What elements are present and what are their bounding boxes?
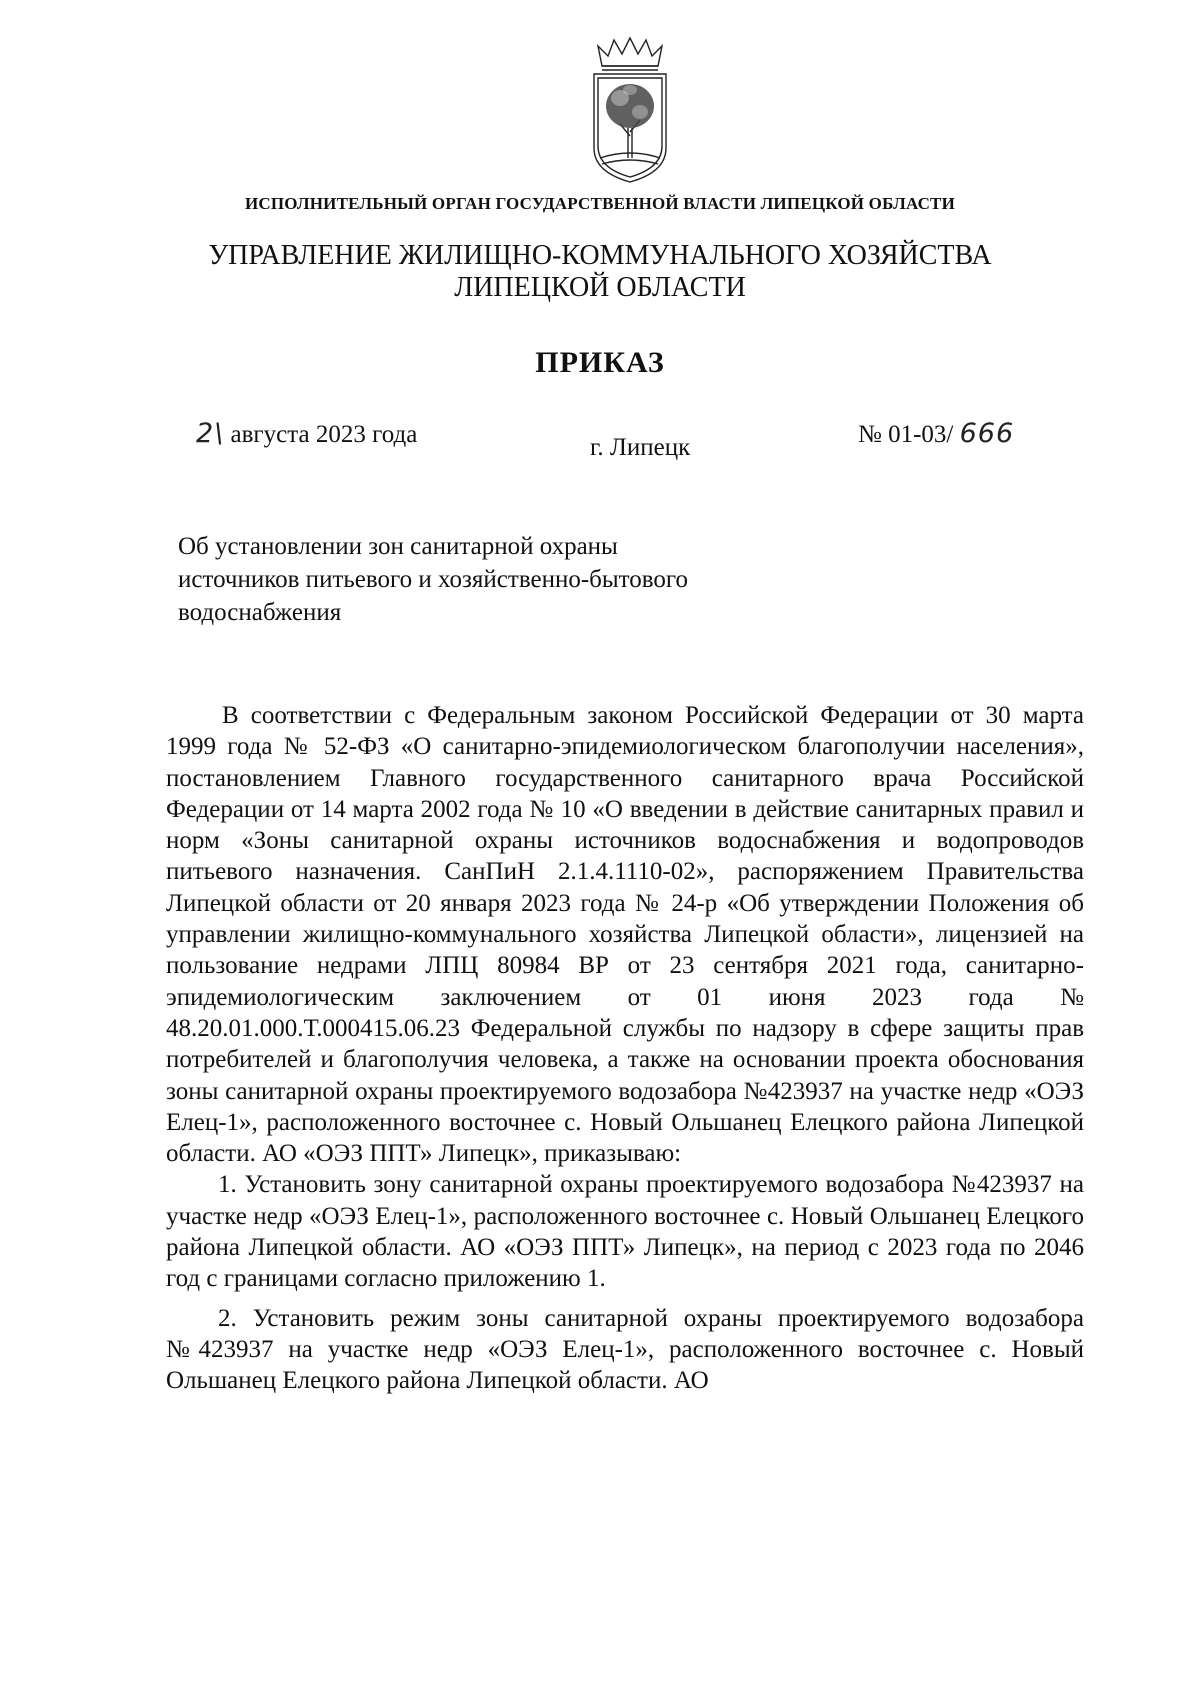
number-handwritten: 666 bbox=[959, 418, 1015, 449]
document-city: г. Липецк bbox=[590, 434, 691, 461]
document-subject bbox=[178, 530, 798, 629]
document-number bbox=[858, 418, 1014, 449]
department-title-line1: УПРАВЛЕНИЕ ЖИЛИЩНО-КОММУНАЛЬНОГО ХОЗЯЙСТВА bbox=[208, 240, 992, 271]
subject-line3: водоснабжения bbox=[178, 599, 342, 626]
document-body bbox=[166, 700, 1084, 1397]
department-title-line2: ЛИПЕЦКОЙ ОБЛАСТИ bbox=[454, 272, 746, 303]
department-title bbox=[0, 240, 1200, 304]
subject-line1: Об установлении зон санитарной охраны bbox=[178, 533, 618, 560]
lipetsk-coat-of-arms-icon bbox=[586, 36, 674, 186]
date-month-year: августа 2023 года bbox=[230, 421, 418, 448]
subject-line2: источников питьевого и хозяйственно-бытового bbox=[178, 566, 689, 593]
order-item-2: 2. Установить режим зоны санитарной охраны проектируемого водозабора №423937 на участке недр «ОЭЗ Елец-1», расположенного восточнее с. Новый Ольшанец Елецкого района Липецкой области. АО bbox=[166, 1304, 1084, 1395]
number-prefix: № 01-03/ bbox=[858, 421, 954, 448]
preamble-paragraph: В соответствии с Федеральным законом Российской Федерации от 30 марта 1999 года № 52-ФЗ «О санитарно-эпидемиологическом благополучии населения», постановлением Главного государственного санитарного врача Российской Федерации от 14 марта 2002 года № 10 «О введении в действие санитарных правил и норм «Зоны санитарной охраны источников водоснабжения и водопроводов питьевого назначения. СанПиН 2.1.4.1110-02», распоряжением Правительства Липецкой области от 20 января 2023 года № 24-р «Об утверждении Положения об управлении жилищно-коммунального хозяйства Липецкой области», лицензией на пользование недрами ЛПЦ 80984 ВР от 23 сентября 2021 года, санитарно-эпидемиологическим заключением от 01 июня 2023 года № 48.20.01.000.Т.000415.06.23 Федеральной службы по надзору в сфере защиты прав потребителей и благополучия человека, а также на основании проекта обоснования зоны санитарной охраны проектируемого водозабора №423937 на участке недр «ОЭЗ Елец-1», расположенного восточнее с. Новый Ольшанец Елецкого района Липецкой области. АО «ОЭЗ ППТ» Липецк», приказываю: bbox=[166, 702, 1084, 1168]
date-day-handwritten: 2\ bbox=[196, 418, 225, 449]
document-date bbox=[196, 418, 417, 449]
authority-title: ИСПОЛНИТЕЛЬНЫЙ ОРГАН ГОСУДАРСТВЕННОЙ ВЛАСТИ ЛИПЕЦКОЙ ОБЛАСТИ bbox=[244, 194, 956, 213]
document-type: ПРИКАЗ bbox=[535, 346, 665, 379]
order-item-1: 1. Установить зону санитарной охраны проектируемого водозабора №423937 на участке недр «ОЭЗ Елец-1», расположенного восточнее с. Новый Ольшанец Елецкого района Липецкой области. АО «ОЭЗ ППТ» Липецк», на период с 2023 года по 2046 год с границами согласно приложению 1. bbox=[166, 1171, 1084, 1293]
